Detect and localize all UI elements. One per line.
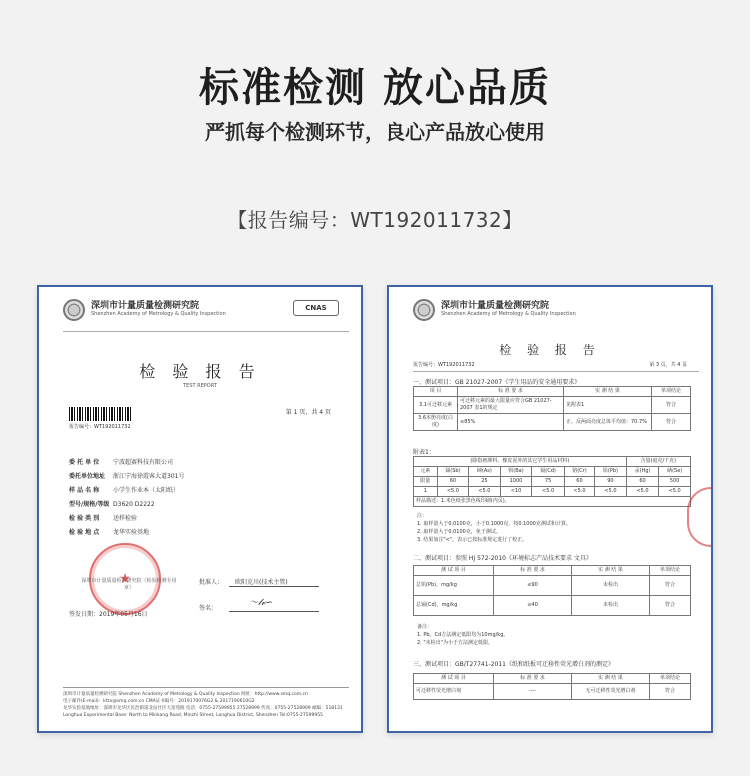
table-row: 样品描述：1.米色纸张黑色线印刷(内页)。 xyxy=(414,497,691,507)
approver-line xyxy=(229,586,319,587)
report-no: 报告编号：WT192011732 xyxy=(413,362,475,368)
table-row: 元素 锑(Sb) 砷(As) 钡(Ba) 镉(Cd) 铬(Cr) 铅(Pb) 汞(Hg) 硒(Se) xyxy=(414,467,691,477)
table-header: 实 测 结 果 xyxy=(564,387,652,397)
stamp-text: 深圳市计量质量检测研究院（检验检测专用章） xyxy=(81,578,177,591)
note-line: 2. "未检出"为小于方法测定低限。 xyxy=(417,640,493,646)
table-row: 3.1可迁移元素 可迁移元素的最大限量应符合GB 21027-2007 表1的规定 见附表1 符合 xyxy=(414,397,691,414)
report-results-sheet[interactable] xyxy=(387,285,713,733)
signer-line xyxy=(229,611,319,612)
divider xyxy=(63,331,349,332)
results-table-2: 测 试 项 目 标 准 要 求 实 测 结 果 单项结论 总铅(Pb)，mg/kg ≤90 未检出 符合 总镉(Cd)，mg/kg ≤40 未检出 符合 xyxy=(413,565,691,616)
page-subtitle: 严抓每个检测环节，良心产品放心使用 xyxy=(205,120,545,144)
results-table-1 xyxy=(413,386,691,431)
table-caption: (除指画颜料、橡皮泥外的其它学生用品材料) xyxy=(414,457,627,467)
note-line: 注： xyxy=(417,513,428,519)
footer-line: 深圳市计量质量检测研究院 Shenzhen Academy of Metrology & Quality Inspection 网址：http://www.smq.com.cn xyxy=(63,692,308,697)
doc-title: 检 验 报 告 xyxy=(499,343,601,357)
page-info: 第 1 页，共 4 页 xyxy=(285,409,331,416)
table-row: 总铅(Pb)，mg/kg ≤90 未检出 符合 xyxy=(414,576,691,596)
page-info: 第 3 页，共 4 页 xyxy=(649,362,687,368)
field-client-address: 委托单位地址 浙江宁海徐霞客大道301号 xyxy=(69,473,185,480)
report-no: 报告编号：WT192011732 xyxy=(69,424,131,430)
page-seal-icon xyxy=(687,487,711,547)
element-limits-table xyxy=(413,456,691,507)
note-line: 3. 结果加注"<"，表示已按标准规定进行了校正。 xyxy=(417,537,528,543)
note-line: 备注： xyxy=(417,624,433,630)
appendix-title: 附表1： xyxy=(413,449,435,456)
approver-label: 批准人： xyxy=(199,579,224,586)
field-model: 型号/规格/等级 D3620 D2222 xyxy=(69,501,155,508)
approver-value: 欧阳克川(技术主管) xyxy=(235,579,288,586)
org-name: 深圳市计量质量检测研究院 xyxy=(91,301,200,311)
table-row: 可迁移性荧光增白剂 ---- 无可迁移性荧光增白剂 符合 xyxy=(414,684,691,700)
doc-footer xyxy=(63,687,349,719)
results-table-3: 测 试 项 目 标 准 要 求 实 测 结 果 单项结论 可迁移性荧光增白剂 ---- 无可迁移性荧光增白剂 符合 xyxy=(413,673,691,700)
table-header: 项 目 xyxy=(414,387,458,397)
table-header: 标 准 要 求 xyxy=(458,387,564,397)
footer-line: 龙华实验基地地址：深圳市龙华区民治街道北站社区大富苑路 电话：0755-27599955 27528999 传真：0755-27528909 邮编：518131 xyxy=(63,706,343,711)
smq-logo-icon xyxy=(63,299,85,321)
table-header: 单项结论 xyxy=(652,387,691,397)
field-test-type: 检 验 类 别 送样检验 xyxy=(69,515,138,522)
section-3-title: 三、测试项目：GB/T27741-2011《纸和纸板可迁移性荧光增白剂的测定》 xyxy=(413,661,614,668)
org-header xyxy=(413,297,701,325)
barcode-icon xyxy=(69,407,133,421)
org-name: 深圳市计量质量检测研究院 xyxy=(441,301,550,311)
org-name-en: Shenzhen Academy of Metrology & Quality Inspection xyxy=(441,311,576,317)
doc-title: 检 验 报 告 xyxy=(139,362,261,381)
smq-logo-icon xyxy=(413,299,435,321)
footer-line: Longhua Experimental Base: North to Minkang Road, Minzhi Street, Longhua District, Shenzhen Tel:0755-27599955 xyxy=(63,713,323,718)
note-line: 1. Pb、Cd方法测定低限均为10mg/kg。 xyxy=(417,632,509,638)
footer-line: 电子邮件(E-mail)：kfzx@smq.com.cn CMA证书编号：2019170076G2 & 2017190610G2 xyxy=(63,699,255,704)
table-row: 限量 60 25 1000 75 60 90 60 500 xyxy=(414,477,691,487)
signature-icon: 〜𝓁𝓋∽ xyxy=(249,598,273,608)
page-title: 标准检测 放心品质 xyxy=(199,65,551,111)
divider xyxy=(413,371,699,372)
table-row: 总镉(Cd)，mg/kg ≤40 未检出 符合 xyxy=(414,596,691,616)
org-name-en: Shenzhen Academy of Metrology & Quality Inspection xyxy=(91,311,226,317)
issue-date: 签发日期：2019年05月16日 xyxy=(69,611,148,618)
note-line: 1. 取样量大于0.0100克，小于0.1000克，按0.1000克测试和计算。 xyxy=(417,521,571,527)
note-line: 2. 取样量大于0.0100克，免于测试。 xyxy=(417,529,501,535)
table-unit: 含量(毫克/千克) xyxy=(626,457,690,467)
cnas-logo: CNAS xyxy=(293,300,339,316)
table-row: 3.6本册亮度(白度) ≤85% 正、反两面亮度总体平均值：70.7% 符合 xyxy=(414,414,691,431)
field-client: 委 托 单 位 宁波超赛科技有限公司 xyxy=(69,459,174,466)
section-2-title: 二、测试项目：参照 HJ 572-2010《环境标志产品技术要求 文具》 xyxy=(413,555,592,562)
section-1-title: 一、测试项目：GB 21027-2007《学生用品的安全通用要求》 xyxy=(413,379,581,386)
report-cover-sheet[interactable] xyxy=(37,285,363,733)
field-test-location: 检 验 地 点 龙华实验基地 xyxy=(69,529,150,536)
doc-title-en: TEST REPORT xyxy=(183,383,217,389)
field-sample-name: 样 品 名 称 小学生作业本（太阳纸） xyxy=(69,487,180,494)
org-header xyxy=(63,297,351,325)
report-number: 【报告编号：WT192011732】 xyxy=(227,208,523,232)
signer-label: 签名： xyxy=(199,605,218,612)
table-row: 1 <5.0 <5.0 <10 <5.0 <5.0 <5.0 <5.0 <5.0 xyxy=(414,487,691,497)
